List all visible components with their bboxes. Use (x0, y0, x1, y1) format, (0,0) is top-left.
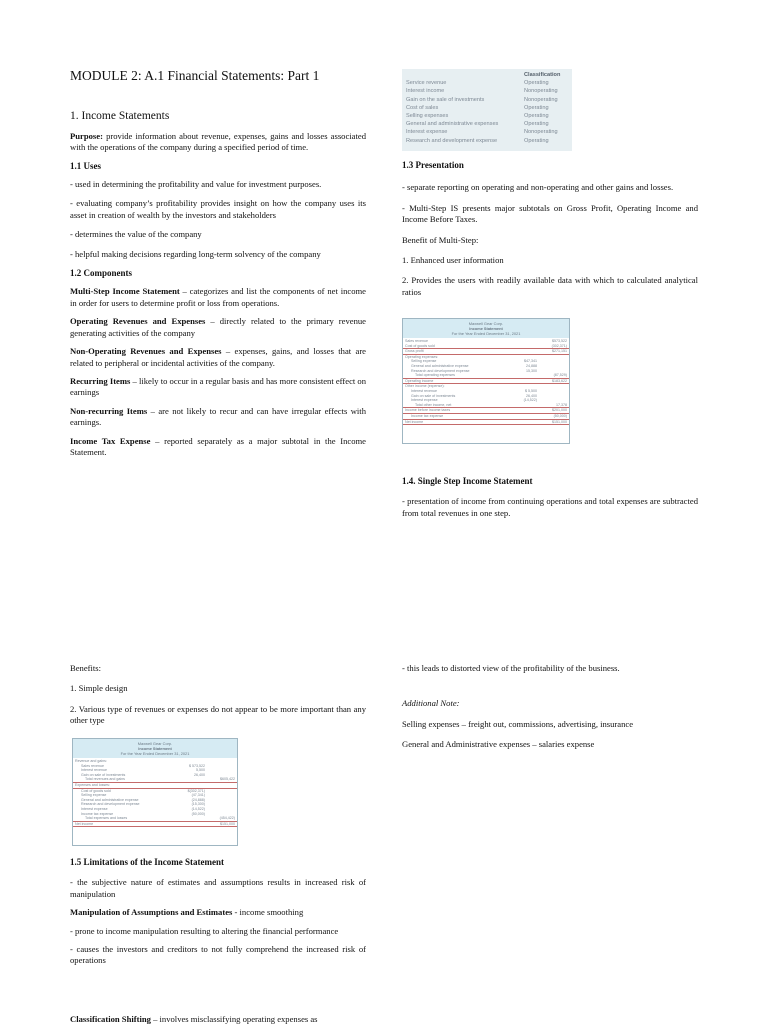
additional-note-label: Additional Note: (402, 698, 460, 709)
line-amount: 26,400 (194, 772, 205, 777)
statement-header (403, 319, 569, 338)
statement-line (73, 821, 237, 828)
line-label: Research and development expense (411, 368, 470, 373)
classification-row (406, 120, 572, 128)
benefits-label: Benefits: (70, 663, 102, 673)
line-total: (87,529) (553, 373, 567, 378)
manipulation-text: - income smoothing (232, 907, 304, 918)
line-amount: (47,341) (191, 793, 205, 798)
line-amount (503, 379, 537, 384)
classification-row (406, 112, 572, 120)
uses-item: - determines the value of the company (70, 229, 202, 240)
line-label: Selling expense (411, 359, 437, 364)
right-top-column (402, 160, 698, 305)
shifting-label: Classification Shifting (70, 1014, 151, 1024)
classification-value: Nonoperating (524, 96, 558, 103)
classification-row (406, 128, 572, 136)
line-label: Other income (expense): (405, 384, 445, 389)
limitation-paragraph: - prone to income manipulation resulting to altering the financial performance (70, 925, 339, 936)
benefit-item: 2. Various type of revenues or expenses do not appear to be more important than any other type (70, 703, 366, 726)
line-label: Interest expense (81, 806, 108, 811)
component-text: – likely to occur in a regular basis and has more consistent effect on earnings (70, 375, 367, 398)
component-label: Non-recurring Items (70, 405, 148, 416)
limitation-paragraph: - causes the investors and creditors to not fully comprehend the increased risk of operations (70, 944, 366, 966)
component-item (70, 376, 366, 399)
page-title: MODULE 2: A.1 Financial Statements: Part 1 (70, 68, 320, 83)
component-item (70, 316, 366, 339)
line-amount (503, 420, 537, 425)
classification-value: Operating (524, 137, 549, 144)
line-amount (503, 344, 537, 349)
component-text: – reported separately as a major subtotal in the Income Statement. (70, 435, 366, 457)
classification-item: Service revenue (406, 80, 447, 87)
benefit-item: 1. Simple design (70, 683, 128, 694)
classification-value: Nonoperating (524, 129, 558, 136)
component-label: Non-Operating Revenues and Expenses (70, 346, 222, 357)
statement-name: Income Statement (138, 746, 172, 751)
company-name: Maxwell Gear Corp. (137, 741, 173, 746)
classification-value: Nonoperating (524, 88, 558, 95)
classification-value: Operating (524, 80, 549, 87)
statement-lines (73, 758, 237, 827)
line-label: General and administrative expense (411, 363, 469, 368)
line-label: Operating income (405, 378, 434, 383)
line-label: Sales revenue (81, 763, 104, 768)
classification-row (406, 96, 572, 104)
line-amount: $ 5,500 (525, 388, 537, 393)
single-step-paragraph: - presentation of income from continuing operations and total expenses are subtracted from total revenues in one step. (402, 496, 698, 518)
statement-period: For the Year Ended December 31, 2021 (451, 331, 521, 336)
heading-presentation: 1.3 Presentation (402, 160, 464, 170)
classification-row (406, 87, 572, 95)
line-label: Interest expense (411, 398, 438, 403)
line-amount (503, 373, 537, 378)
classification-item: Cost of sales (406, 104, 439, 111)
line-total (205, 783, 235, 788)
purpose-label: Purpose: (70, 130, 103, 141)
component-text: – expenses, gains, and losses that are related to peripheral or incidental activities of the company. (70, 346, 366, 368)
component-label: Operating Revenues and Expenses (70, 316, 206, 327)
line-total: $151,000 (552, 419, 567, 424)
manipulation-label: Manipulation of Assumptions and Estimates (70, 907, 233, 918)
line-amount: $ 573,522 (189, 763, 205, 768)
line-label: Total expenses and losses (85, 816, 128, 821)
classification-rows (406, 79, 572, 145)
line-label: Net income (405, 419, 424, 424)
line-label: Cost of goods sold (81, 788, 111, 793)
right-bottom-column (402, 663, 698, 758)
classification-item: Interest expense (406, 129, 448, 136)
line-amount: (14,522) (523, 398, 537, 403)
statement-name: Income Statement (469, 326, 503, 331)
heading-single-step: 1.4. Single Step Income Statement (402, 476, 533, 486)
line-label: General and administrative expense (81, 797, 139, 802)
statement-line (73, 782, 237, 789)
distortion-paragraph: - this leads to distorted view of the profitability of the business. (402, 663, 620, 673)
line-label: Total operating expenses (415, 373, 455, 378)
purpose-paragraph (70, 131, 366, 154)
statement-line (403, 344, 569, 349)
line-amount: 26,400 (526, 393, 537, 398)
line-amount (503, 408, 537, 413)
uses-item: - evaluating company’s profitability provides insight on how the company uses its asset in creation of wealth by the investors and stakeholders (70, 198, 366, 220)
line-amount (503, 403, 537, 408)
classification-row (406, 104, 572, 112)
heading-limitations: 1.5 Limitations of the Income Statement (70, 857, 224, 867)
classification-shifting-section (70, 1014, 366, 1032)
line-amount: (24,888) (191, 797, 205, 802)
classification-item: Interest income (406, 88, 445, 95)
line-label: Research and development expense (81, 802, 140, 807)
statement-line (403, 403, 569, 408)
line-label: Selling expense (81, 793, 107, 798)
line-amount (503, 349, 537, 354)
heading-uses: 1.1 Uses (70, 160, 101, 171)
line-amount: (15,300) (191, 802, 205, 807)
shifting-text: – involves misclassifying operating expenses as (150, 1014, 318, 1024)
presentation-paragraph: 2. Provides the users with readily available data with which to calculated analytical ratios (402, 275, 698, 297)
statement-lines (403, 338, 569, 425)
line-total: 17,378 (556, 402, 567, 407)
line-amount (171, 783, 205, 788)
line-amount: $(302,371) (187, 788, 205, 793)
statement-line (73, 777, 237, 782)
line-label: Income tax expense (81, 811, 114, 816)
line-total: $605,422 (220, 777, 235, 782)
line-total: $201,000 (552, 408, 567, 413)
classification-row (406, 79, 572, 87)
line-total: $183,622 (552, 378, 567, 383)
classification-item: Selling expenses (406, 113, 449, 120)
statement-line (403, 419, 569, 426)
line-amount (171, 822, 205, 827)
statement-line (403, 414, 569, 419)
line-label: Revenue and gains: (75, 759, 107, 763)
statement-header (73, 739, 237, 758)
classification-item: Research and development expense (406, 137, 498, 144)
line-label: Income before income taxes (405, 408, 451, 413)
left-top-column (70, 70, 366, 465)
line-total: (454,422) (219, 816, 235, 821)
presentation-paragraph: Benefit of Multi-Step: (402, 234, 479, 245)
line-label: Total revenues and gains (85, 777, 125, 782)
line-label: Expenses and losses: (75, 782, 110, 787)
line-amount: (14,522) (191, 806, 205, 811)
line-amount: $47,341 (524, 359, 537, 364)
classification-item: Gain on the sale of investments (406, 96, 485, 103)
classification-value: Operating (524, 121, 549, 128)
component-label: Multi-Step Income Statement (70, 286, 180, 297)
classification-value: Operating (524, 104, 549, 111)
component-label: Income Tax Expense (70, 435, 151, 446)
line-label: Interest revenue (411, 388, 437, 393)
line-label: Gain on sale of investments (411, 393, 456, 398)
component-label: Recurring Items (70, 375, 131, 386)
multi-step-income-statement (402, 318, 570, 444)
heading-components: 1.2 Components (70, 268, 133, 279)
line-label: Gross profit (405, 349, 424, 354)
classification-table (402, 69, 572, 151)
purpose-text: provide information about revenue, expenses, gains and losses associated with the operations of the company during a specified period of time. (70, 130, 366, 153)
presentation-paragraph: - separate reporting on operating and non-operating and other gains and losses. (402, 182, 674, 193)
section-heading-income-statements: 1. Income Statements (70, 110, 170, 123)
component-text: – are not likely to recur and can have irregular effects with earnings. (70, 405, 366, 428)
line-label: Sales revenue (405, 339, 428, 343)
left-bottom-column (70, 663, 366, 734)
line-label: Operating expenses: (405, 354, 439, 359)
line-label: Gain on sale of investments (81, 772, 126, 777)
line-label: Cost of goods sold (405, 343, 435, 348)
line-total: (302,371) (551, 343, 567, 348)
line-label: Interest revenue (81, 768, 107, 773)
line-amount: 24,888 (526, 363, 537, 368)
classification-item: General and administrative expenses (406, 121, 499, 128)
single-step-income-statement (72, 738, 238, 846)
component-item (70, 436, 366, 459)
component-item (70, 346, 366, 369)
component-text: – directly related to the primary revenue generating activities of the company (70, 316, 366, 338)
line-amount: 15,300 (526, 368, 537, 373)
line-total: $271,151 (552, 349, 567, 354)
uses-item: - helpful making decisions regarding long-term solvency of the company (70, 248, 321, 259)
component-text: – categorizes and list the components of net income in order for users to determine profit or loss from operations. (70, 286, 366, 308)
line-total: (50,000) (553, 413, 567, 418)
statement-line (403, 407, 569, 414)
limitation-paragraph: - the subjective nature of estimates and assumptions results in increased risk of manipulation (70, 877, 366, 899)
line-label: Net income (75, 821, 94, 826)
statement-line (403, 378, 569, 385)
line-label: Total other income, net (415, 402, 452, 407)
line-total: $151,000 (220, 821, 235, 826)
classification-header-row (406, 71, 572, 79)
statement-period: For the Year Ended December 31, 2021 (120, 751, 190, 756)
presentation-paragraph: 1. Enhanced user information (402, 255, 504, 266)
line-amount (503, 414, 537, 419)
manipulation-paragraph (70, 907, 366, 918)
statement-line (403, 348, 569, 355)
line-total: $573,522 (552, 339, 567, 343)
component-item (70, 286, 366, 309)
statement-line (403, 373, 569, 378)
line-amount (171, 816, 205, 821)
line-label: Income tax expense (411, 413, 444, 418)
note-item: General and Administrative expenses – salaries expense (402, 739, 595, 750)
single-step-section (402, 476, 698, 526)
statement-line (73, 816, 237, 821)
classification-value: Operating (524, 113, 549, 120)
presentation-paragraph: - Multi-Step IS presents major subtotals on Gross Profit, Operating Income and Income Before Taxes. (402, 202, 698, 225)
classification-row (406, 137, 572, 145)
line-amount: 5,500 (196, 768, 205, 773)
uses-item: - used in determining the profitability and value for investment purposes. (70, 179, 322, 190)
line-amount: (50,000) (191, 811, 205, 816)
component-item (70, 406, 366, 429)
company-name: Maxwell Gear Corp. (468, 321, 504, 326)
classification-header: Classification (524, 72, 561, 78)
limitations-section (70, 857, 366, 974)
line-amount (171, 777, 205, 782)
note-item: Selling expenses – freight out, commissions, advertising, insurance (402, 718, 634, 729)
